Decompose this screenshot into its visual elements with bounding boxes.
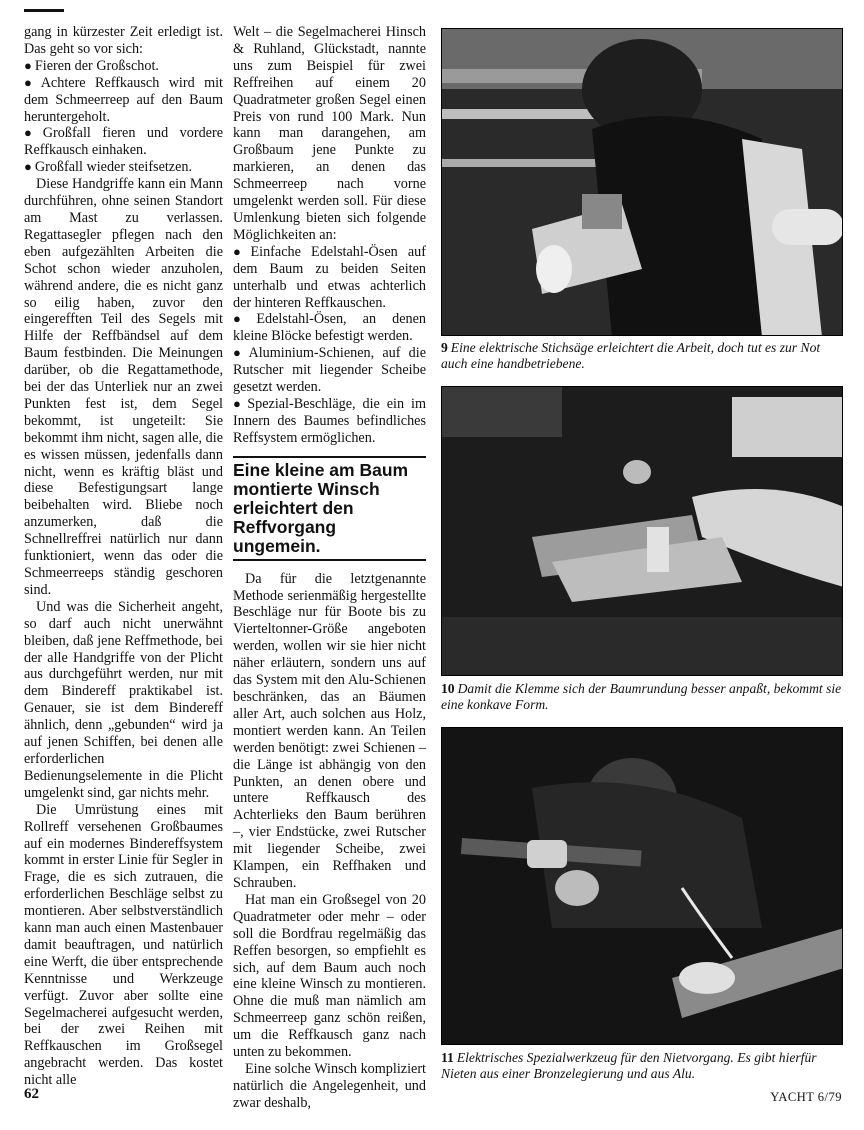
paragraph: Und was die Sicherheit angeht, so darf auch nicht unerwähnt bleiben, daß jene Reffmethode, bei der alle Handgriffe von der Plicht aus durchgeführt werden, nur mit dem Bindereff praktikabel ist. Genauer, sie ist dem Bindereff ähnlich, denn „gebunden“ wird ja auf jenen Schiffen, bei denen alle erforderlichen Bedienungselemente in die Plicht umgelenkt sind, gar nichts mehr. — [24, 598, 223, 801]
bullet-icon — [24, 125, 43, 141]
photo-11-image — [442, 728, 843, 1045]
top-rule — [24, 9, 64, 12]
bullet-icon — [233, 244, 250, 260]
paragraph: Eine solche Winsch kompliziert natürlich die Angelegenheit, und zwar deshalb, — [233, 1060, 426, 1111]
text-column-2 — [233, 24, 426, 1112]
bullet-item: ● Fieren der Großschot. — [24, 58, 223, 75]
bullet-item: ● Großfall wieder steifsetzen. — [24, 159, 223, 176]
photo-9-image — [442, 29, 843, 336]
paragraph: Diese Handgriffe kann ein Mann durchführen, ohne seinen Standort am Mast zu verlassen. Regattasegler pflegen nach den eben aufgezählten Arbeiten die Schot schon wieder anzuholen, während andere, die es nicht ganz so eilig haben, zuvor den eingerefften Teil des Segels mit Hilfe der Reffbändsel auf dem Baum festbinden. Die Meinungen darüber, ob die Regattamethode, bei der das Unterliek nur an zwei Punkten fest ist, dem Segel bekommt, ist ungeteilt: Sie bekommt ihm nicht, sagen alle, die es wissen müssen, jedenfalls dann nicht, wenn es kräftig bläst und diese Befestigungsart lange beibehalten wird. Bliebe noch anzumerken, daß die Schnellreffrei natürlich nur dann funktioniert, wenn das oder die Schmeerreeps ständig geschoren sind. — [24, 176, 223, 598]
paragraph: Da für die letztgenannte Methode serienmäßig hergestellte Beschläge nur für Boote bis zu Vierteltonner-Größe angeboten werden, wollen wir sie hier nicht näher erläutern, sondern uns auf das System mit den Alu-Schienen beschränken, das an Bäumen aller Art, auch solchen aus Holz, montiert werden kann. An Teilen werden benötigt: zwei Schienen – die Länge ist abhängig von den Punkten, an denen obere und untere Reffkausch des Achterlieks den Baum berühren –, vier Endstücke, zwei Rutscher mit liegender Scheibe, zwei Klampen, ein Reffhaken und Schrauben. — [233, 570, 426, 891]
bullet-icon — [233, 311, 256, 327]
paragraph: Die Umrüstung eines mit Rollreff versehenen Großbaumes auf ein modernes Bindereffsystem kommt in erster Linie für Segler in Frage, die es sich zutrauen, die erforderlichen Beschläge selbst zu montieren. Aber selbstverständlich kann man auch einen Mastenbauer damit beauftragen, und natürlich eine Werft, die über entsprechende Kenntnisse und Werkzeuge verfügt. Zuvor aber sollte eine Segelmacherei aufgesucht werden, bei der zwei Reihen mit Reffkauschen im Großsegel angebracht werden. Das kostet nicht alle — [24, 801, 223, 1089]
photo-10-image — [442, 387, 843, 676]
caption-number: 9 — [441, 340, 448, 355]
bullet-item: ● Einfache Edelstahl-Ösen auf dem Baum zu beiden Seiten unterhalb und etwas achterlich der hinteren Reffkauschen. — [233, 244, 426, 312]
bullet-icon — [233, 345, 248, 361]
paragraph: gang in kürzester Zeit erledigt ist. Das geht so vor sich: — [24, 24, 223, 57]
bullet-icon — [24, 159, 35, 175]
bullet-icon — [24, 58, 35, 74]
section-headline: Eine kleine am Baum montierte Winsch erleichtert den Reffvorgang ungemein. — [233, 456, 426, 561]
caption-9: 9 Eine elektrische Stichsäge erleichtert die Arbeit, doch tut es zur Not auch eine handbetriebene. — [441, 340, 821, 371]
paragraph: Hat man ein Großsegel von 20 Quadratmeter oder mehr – oder soll die Bordfrau regelmäßig das Reffen besorgen, so empfiehlt es sich, auf dem Baum auch noch eine kleine Winsch zu montieren. Ohne die muß man nämlich am Schmeerreep ganz schön reißen, um die Reffkausch ganz nach unten zu bekommen. — [233, 891, 426, 1061]
text-column-1 — [24, 24, 223, 1089]
photo-10 — [441, 386, 843, 676]
caption-number: 10 — [441, 681, 455, 696]
caption-number: 11 — [441, 1050, 454, 1065]
photo-9 — [441, 28, 843, 336]
page-number: 62 — [24, 1086, 39, 1102]
photo-11 — [441, 727, 843, 1045]
bullet-icon — [24, 75, 41, 91]
bullet-item: ● Großfall fieren und vordere Reffkausch einhaken. — [24, 125, 223, 159]
bullet-item: ● Edelstahl-Ösen, an denen kleine Blöcke befestigt werden. — [233, 311, 426, 345]
bullet-item: ● Aluminium-Schienen, auf die Rutscher mit liegender Scheibe gesetzt werden. — [233, 345, 426, 396]
bullet-item: ● Achtere Reffkausch wird mit dem Schmeerreep auf den Baum heruntergeholt. — [24, 75, 223, 126]
caption-11: 11 Elektrisches Spezialwerkzeug für den Nietvorgang. Es gibt hierfür Nieten aus einer Bronzelegierung und aus Alu. — [441, 1050, 817, 1081]
folio: YACHT 6/79 — [770, 1090, 842, 1104]
bullet-item: ● Spezial-Beschläge, die ein im Innern des Baumes befindliches Reffsystem ermöglichen. — [233, 396, 426, 447]
paragraph: Welt – die Segelmacherei Hinsch & Ruhland, Glückstadt, nannte uns zum Beispiel für zwei Reffreihen auf einem 20 Quadratmeter großen Segel einen Preis von rund 100 Mark. Nun kann man darangehen, am Großbaum jene Punkte zu markieren, an denen das Schmeerreep nach vorne umgelenkt werden soll. Für diese Umlenkung bieten sich folgende Möglichkeiten an: — [233, 24, 426, 243]
caption-10: 10 Damit die Klemme sich der Baumrundung besser anpaßt, bekommt sie eine konkave Form. — [441, 681, 842, 712]
bullet-icon — [233, 396, 247, 412]
